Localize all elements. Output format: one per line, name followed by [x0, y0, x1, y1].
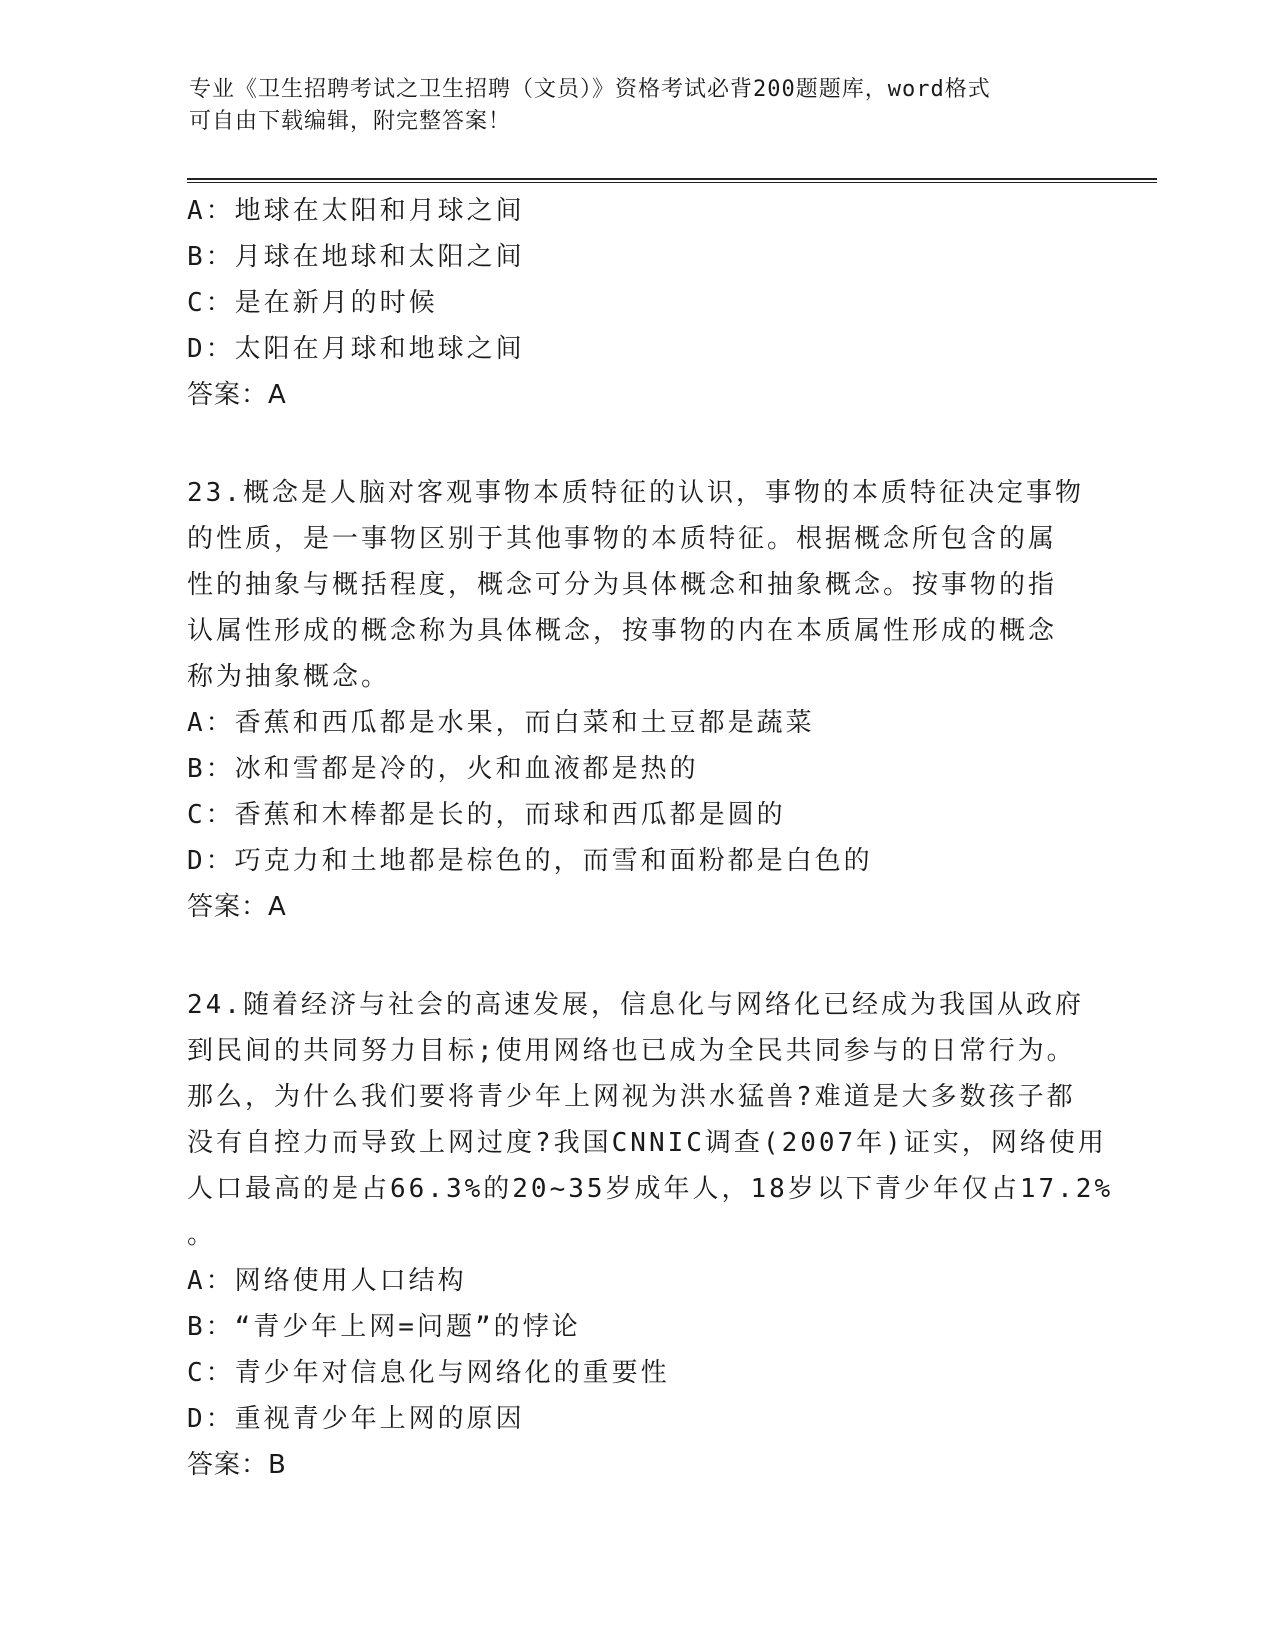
question-stem	[187, 982, 1114, 1258]
stem-line: 称为抽象概念。	[187, 662, 391, 692]
stem-line: 到民间的共同努力目标;使用网络也已成为全民共同参与的日常行为。	[187, 1036, 1076, 1066]
answer-line: 答案：A	[187, 892, 287, 922]
stem-line: 那么，为什么我们要将青少年上网视为洪水猛兽?难道是大多数孩子都	[187, 1082, 1076, 1112]
answer-line: 答案：A	[187, 380, 287, 410]
stem-line: 认属性形成的概念称为具体概念，按事物的内在本质属性形成的概念	[187, 616, 1058, 646]
option-d: D：重视青少年上网的原因	[187, 1404, 525, 1434]
question-spacer	[187, 418, 1087, 470]
option-c: C：青少年对信息化与网络化的重要性	[187, 1358, 670, 1388]
stem-line: 23.概念是人脑对客观事物本质特征的认识，事物的本质特征决定事物	[187, 478, 1084, 508]
option-d: D：巧克力和土地都是棕色的，而雪和面粉都是白色的	[187, 846, 873, 876]
stem-line: 性的抽象与概括程度，概念可分为具体概念和抽象概念。按事物的指	[187, 570, 1058, 600]
header-line-2: 可自由下载编辑，附完整答案！	[189, 109, 512, 134]
stem-line: 人口最高的是占66.3%的20~35岁成年人，18岁以下青少年仅占17.2%	[187, 1174, 1114, 1204]
answer-line: 答案：B	[187, 1450, 287, 1480]
stem-line: 24.随着经济与社会的高速发展，信息化与网络化已经成为我国从政府	[187, 990, 1084, 1020]
document-header	[189, 74, 1089, 138]
option-c: C：是在新月的时候	[187, 288, 438, 318]
stem-line: 的性质，是一事物区别于其他事物的本质特征。根据概念所包含的属	[187, 524, 1058, 554]
question-23-block	[187, 470, 1087, 930]
option-b: B：冰和雪都是冷的，火和血液都是热的	[187, 754, 699, 784]
stem-line: 。	[187, 1220, 217, 1250]
option-c: C：香蕉和木棒都是长的，而球和西瓜都是圆的	[187, 800, 786, 830]
option-a: A：地球在太阳和月球之间	[187, 196, 525, 226]
option-b: B：月球在地球和太阳之间	[187, 242, 525, 272]
question-stem	[187, 470, 1087, 700]
stem-line: 没有自控力而导致上网过度?我国CNNIC调查(2007年)证实，网络使用	[187, 1128, 1107, 1158]
header-divider-thick	[187, 178, 1157, 180]
question-24-block	[187, 982, 1114, 1488]
question-22-block	[187, 188, 1087, 418]
option-a: A：网络使用人口结构	[187, 1266, 467, 1296]
header-divider-thin	[187, 182, 1157, 183]
option-a: A：香蕉和西瓜都是水果，而白菜和土豆都是蔬菜	[187, 708, 815, 738]
option-d: D：太阳在月球和地球之间	[187, 334, 525, 364]
header-line-1: 专业《卫生招聘考试之卫生招聘（文员）》资格考试必背200题题库，word格式	[189, 77, 991, 102]
option-b: B：“青少年上网=问题”的悖论	[187, 1312, 581, 1342]
question-spacer	[187, 930, 1087, 982]
question-content	[187, 188, 1114, 1488]
